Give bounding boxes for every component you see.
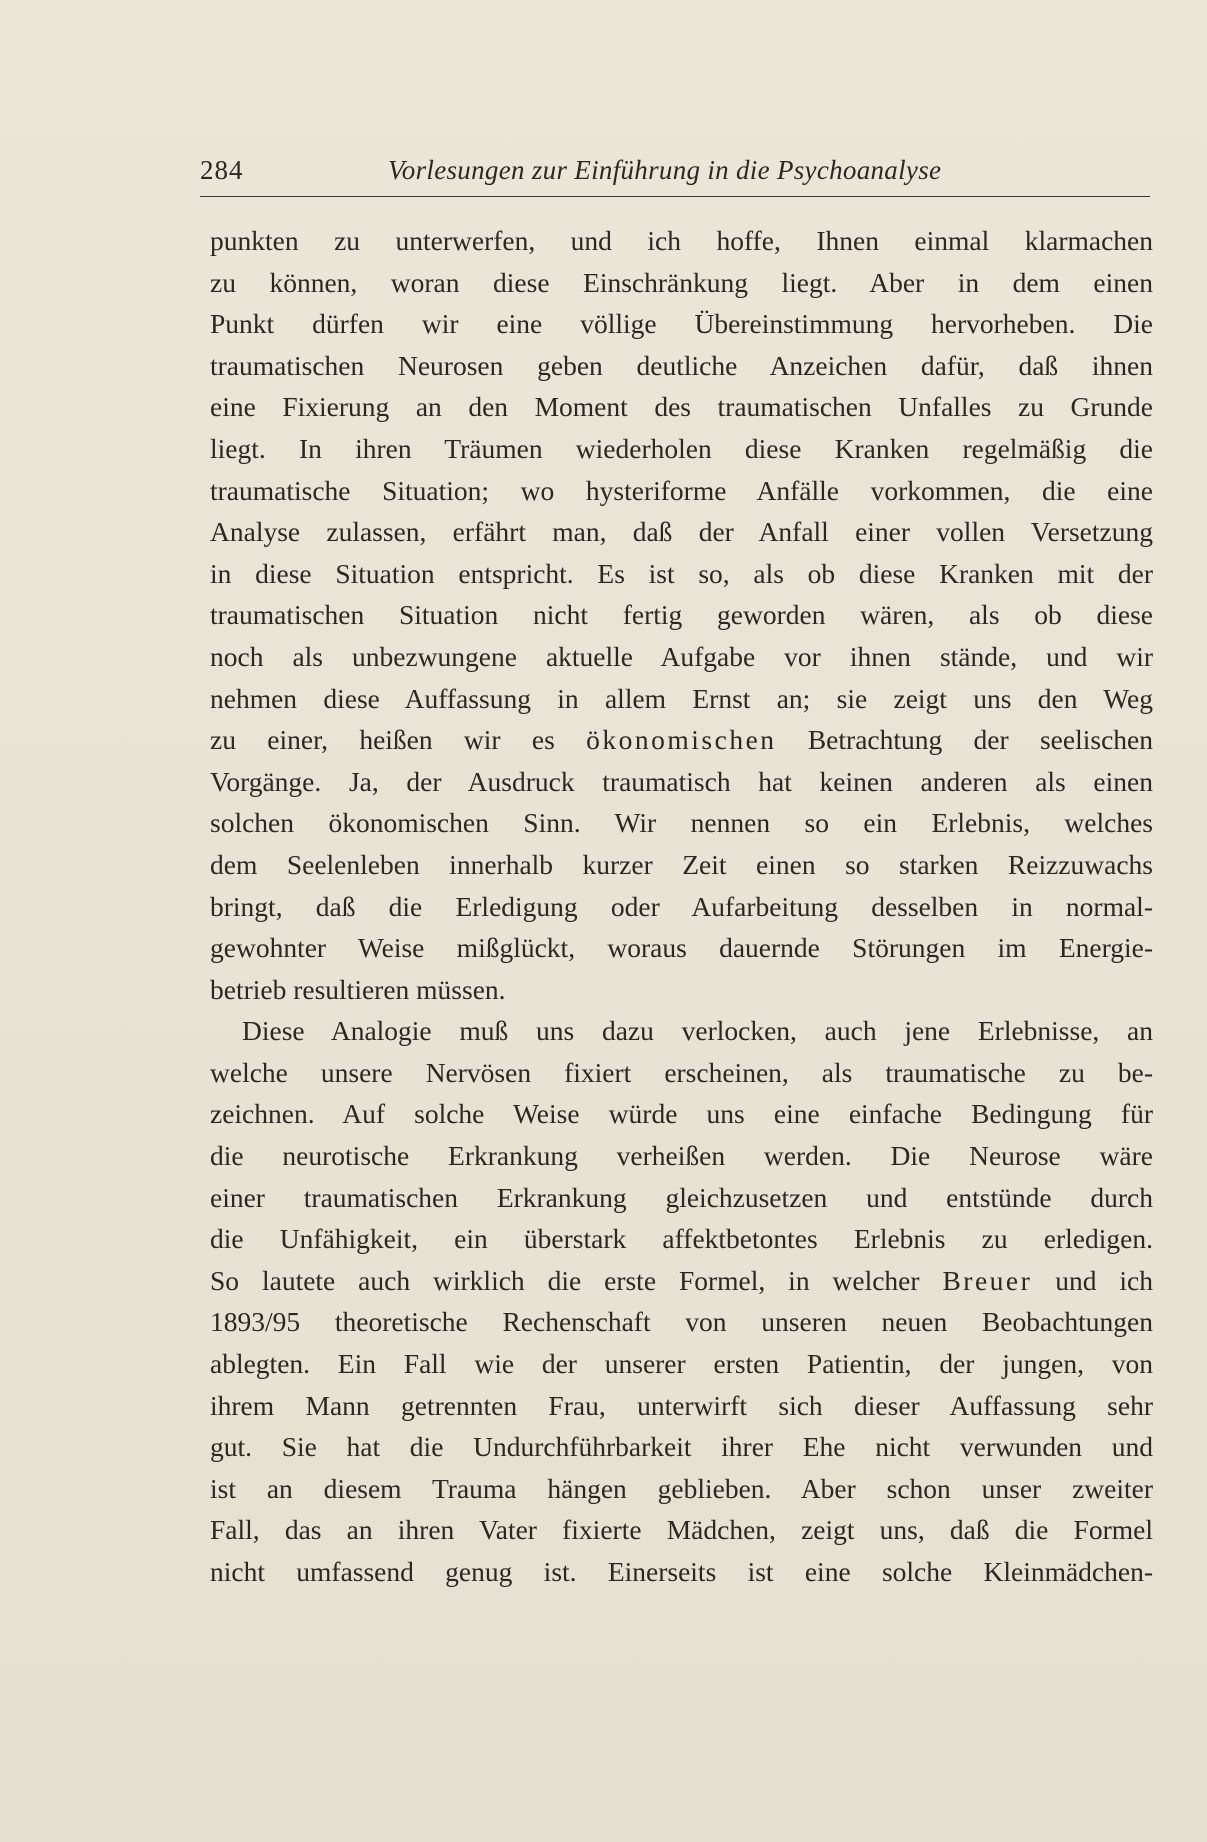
- text-line: gewohnter Weise mißglückt, woraus dauernde Störungen im Energie-: [210, 932, 1153, 964]
- text-line: [210, 1260, 1153, 1302]
- text-line: [210, 719, 1153, 761]
- text-line: in diese Situation entspricht. Es ist so, als ob diese Kranken mit der: [210, 557, 1153, 589]
- spaced-emphasis: Breuer: [942, 1264, 1033, 1296]
- paragraph-first-line: Diese Analogie muß uns dazu verlocken, auch jene Erlebnisse, an: [242, 1015, 1153, 1047]
- text-line: eine Fixierung an den Moment des traumatischen Unfalles zu Grunde: [210, 391, 1153, 423]
- paragraph-last-line: betrieb resultieren müssen.: [210, 973, 506, 1005]
- text-segment: und ich: [1055, 1264, 1154, 1296]
- text-line: punkten zu unterwerfen, und ich hoffe, Ihnen einmal klarmachen: [210, 225, 1153, 256]
- text-line: traumatischen Situation nicht fertig geworden wären, als ob diese: [210, 599, 1153, 631]
- text-line: ablegten. Ein Fall wie der unserer ersten Patientin, der jungen, von: [210, 1348, 1153, 1380]
- text-line: zeichnen. Auf solche Weise würde uns eine einfache Bedingung für: [210, 1098, 1153, 1130]
- text-line: welche unsere Nervösen fixiert erscheinen, als traumatische zu be-: [210, 1056, 1153, 1088]
- page-number: 284: [200, 155, 244, 185]
- header-rule: [200, 196, 1150, 197]
- text-line: zu können, woran diese Einschränkung liegt. Aber in dem einen: [210, 266, 1153, 298]
- text-line: Analyse zulassen, erfährt man, daß der Anfall einer vollen Versetzung: [210, 516, 1153, 548]
- running-title: Vorlesungen zur Einführung in die Psychoanalyse: [388, 155, 942, 185]
- text-line: einer traumatischen Erkrankung gleichzusetzen und entstünde durch: [210, 1181, 1153, 1213]
- text-line: Punkt dürfen wir eine völlige Übereinstimmung hervorheben. Die: [210, 308, 1153, 340]
- text-line: 1893/95 theoretische Rechenschaft von unseren neuen Beobachtungen: [210, 1306, 1153, 1338]
- text-line: traumatische Situation; wo hysteriforme Anfälle vorkommen, die eine: [210, 474, 1153, 506]
- text-line: ihrem Mann getrennten Frau, unterwirft sich dieser Auffassung sehr: [210, 1389, 1153, 1421]
- text-line: solchen ökonomischen Sinn. Wir nennen so ein Erlebnis, welches: [210, 807, 1153, 839]
- text-segment: zu einer, heißen wir es: [210, 724, 555, 756]
- text-line: liegt. In ihren Träumen wiederholen diese Kranken regelmäßig die: [210, 432, 1153, 464]
- body-text: [210, 220, 1153, 1593]
- text-segment: So lautete auch wirklich die erste Formel, in welcher: [210, 1264, 920, 1296]
- text-line: noch als unbezwungene aktuelle Aufgabe vor ihnen stände, und wir: [210, 640, 1153, 672]
- text-line: gut. Sie hat die Undurchführbarkeit ihrer Ehe nicht verwunden und: [210, 1431, 1153, 1463]
- text-line: nicht umfassend genug ist. Einerseits ist eine solche Kleinmädchen-: [210, 1556, 1153, 1587]
- text-line: Fall, das an ihren Vater fixierte Mädchen, zeigt uns, daß die Formel: [210, 1514, 1153, 1546]
- text-line: die neurotische Erkrankung verheißen werden. Die Neurose wäre: [210, 1140, 1153, 1172]
- text-segment: Betrachtung der seelischen: [807, 724, 1153, 756]
- text-line: bringt, daß die Erledigung oder Aufarbeitung desselben in normal-: [210, 890, 1153, 922]
- text-line: nehmen diese Auffassung in allem Ernst an; sie zeigt uns den Weg: [210, 682, 1153, 714]
- text-line: die Unfähigkeit, ein überstark affektbetontes Erlebnis zu erledigen.: [210, 1223, 1153, 1255]
- text-line: Vorgänge. Ja, der Ausdruck traumatisch hat keinen anderen als einen: [210, 765, 1153, 797]
- text-line: traumatischen Neurosen geben deutliche Anzeichen dafür, daß ihnen: [210, 349, 1153, 381]
- text-line: dem Seelenleben innerhalb kurzer Zeit einen so starken Reizzuwachs: [210, 848, 1153, 880]
- page-header: [200, 155, 1150, 199]
- spaced-emphasis: ökonomischen: [586, 724, 777, 756]
- text-line: ist an diesem Trauma hängen geblieben. Aber schon unser zweiter: [210, 1472, 1153, 1504]
